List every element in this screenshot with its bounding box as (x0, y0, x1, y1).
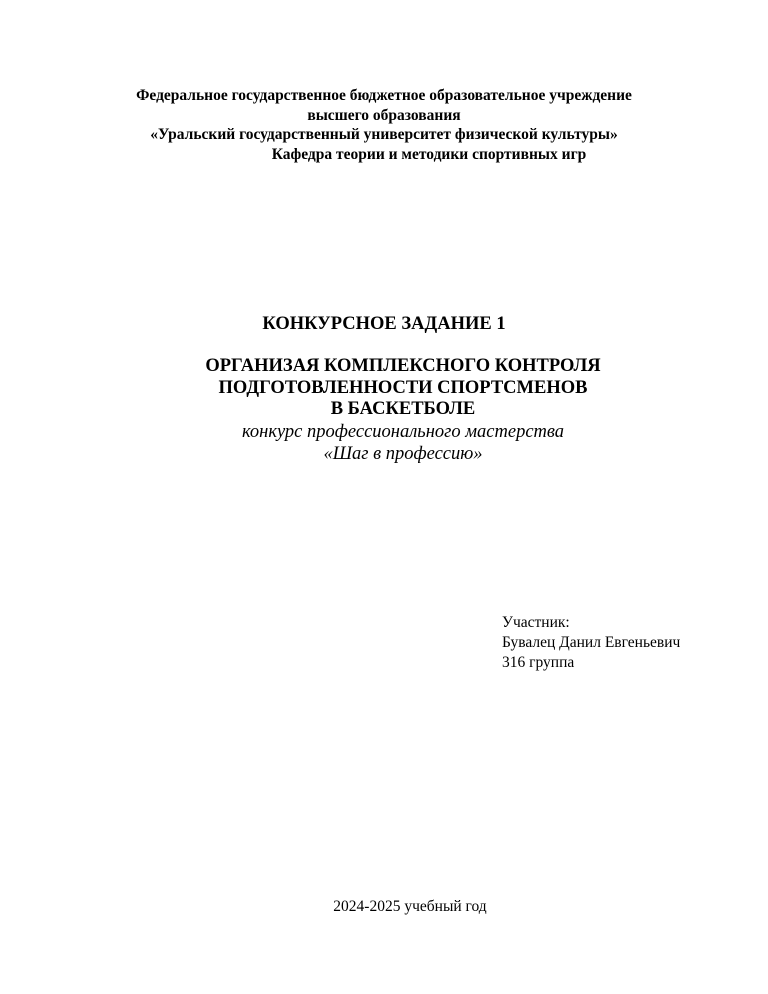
participant-block (502, 613, 680, 673)
university-name: «Уральский государственный университет физической культуры» (150, 126, 618, 143)
participant-label: Участник: (502, 614, 570, 631)
subtitle-line-2: «Шаг в профессию» (323, 443, 483, 464)
participant-name: Бувалец Данил Евгеньевич (502, 634, 681, 651)
department-name: Кафедра теории и методики спортивных игр (271, 145, 587, 163)
subtitle-line-1: конкурс профессионального мастерства (241, 422, 565, 442)
title-line-1: ОРГАНИЗАЯ КОМПЛЕКСНОГО КОНТРОЛЯ (205, 356, 601, 376)
task-label: КОНКУРСНОЕ ЗАДАНИЕ 1 (262, 314, 506, 334)
title-line-3: В БАСКЕТБОЛЕ (330, 399, 476, 419)
document-title (0, 356, 768, 421)
title-line-2: ПОДГОТОВЛЕННОСТИ СПОРТСМЕНОВ (218, 377, 588, 398)
institution-line-2: высшего образования (307, 106, 461, 124)
academic-year: 2024-2025 учебный год (333, 898, 487, 915)
institution-line-1: Федеральное государственное бюджетное образовательное учреждение (136, 87, 632, 104)
participant-group: 316 группа (502, 654, 575, 671)
institution-header (0, 86, 768, 164)
document-subtitle (0, 422, 768, 465)
